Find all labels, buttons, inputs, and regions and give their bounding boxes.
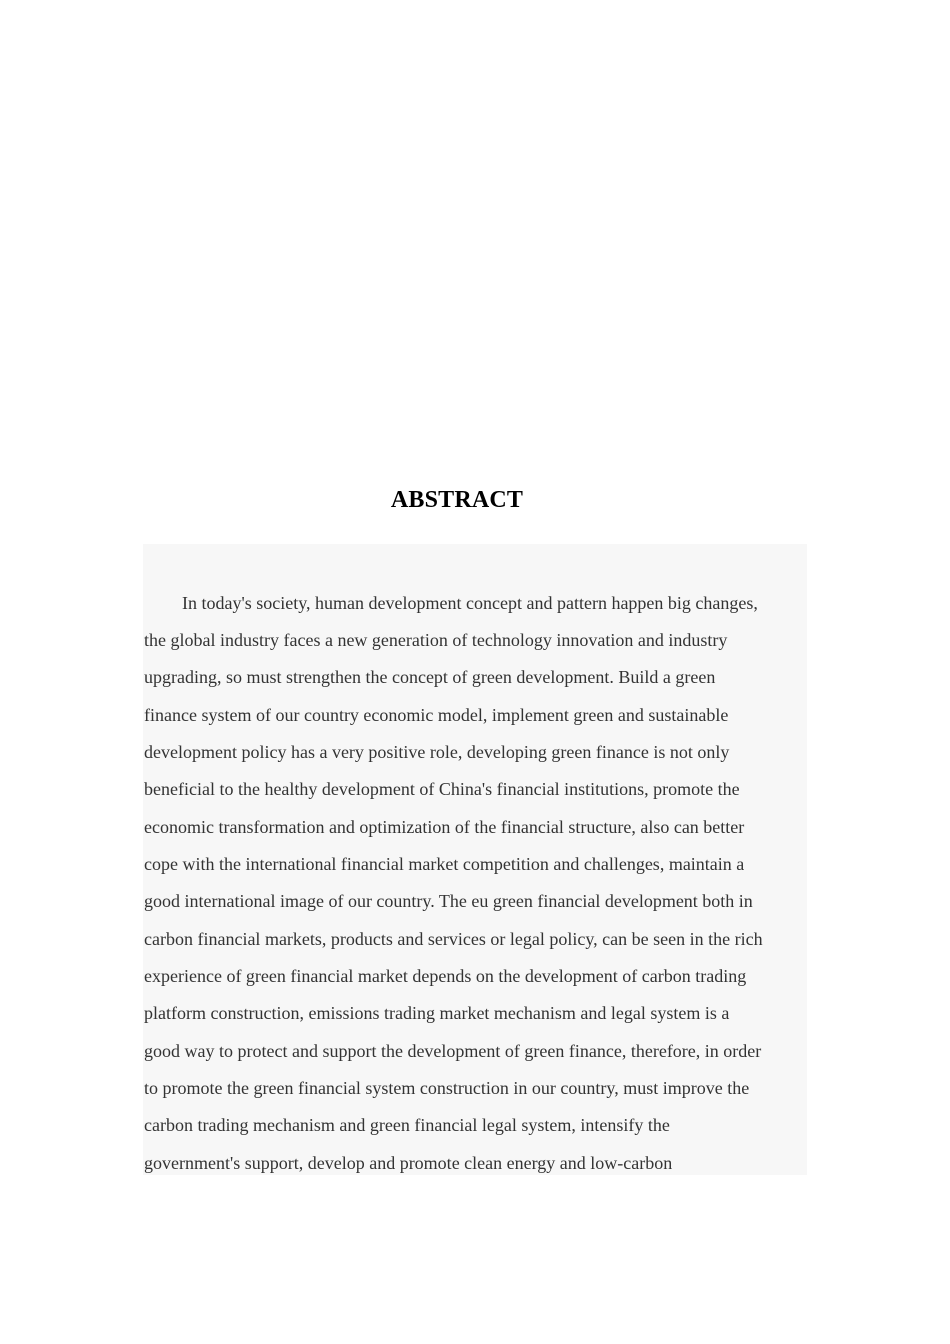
abstract-line: finance system of our country economic model, implement green and sustainable	[144, 705, 729, 725]
abstract-line: good international image of our country. The eu green financial development both in	[144, 891, 753, 911]
abstract-line: carbon trading mechanism and green financial legal system, intensify the	[144, 1115, 670, 1135]
abstract-line: economic transformation and optimization of the financial structure, also can better	[144, 817, 745, 837]
abstract-line: government's support, develop and promote clean energy and low-carbon	[144, 1153, 673, 1173]
abstract-line: beneficial to the healthy development of China's financial institutions, promote the	[144, 779, 740, 799]
abstract-line: the global industry faces a new generation of technology innovation and industry	[144, 630, 728, 650]
abstract-line: carbon financial markets, products and services or legal policy, can be seen in the rich	[144, 929, 763, 949]
abstract-body	[143, 544, 807, 1175]
abstract-line: upgrading, so must strengthen the concept of green development. Build a green	[144, 667, 716, 687]
abstract-line: cope with the international financial market competition and challenges, maintain a	[144, 854, 745, 874]
abstract-line: to promote the green financial system construction in our country, must improve the	[144, 1078, 750, 1098]
abstract-line: experience of green financial market depends on the development of carbon trading	[144, 966, 747, 986]
abstract-line: In today's society, human development concept and pattern happen big changes,	[182, 593, 758, 613]
abstract-line: development policy has a very positive role, developing green finance is not only	[144, 742, 730, 762]
abstract-line: good way to protect and support the development of green finance, therefore, in order	[144, 1041, 762, 1061]
abstract-line: platform construction, emissions trading market mechanism and legal system is a	[144, 1003, 730, 1023]
abstract-heading: ABSTRACT	[390, 487, 524, 513]
